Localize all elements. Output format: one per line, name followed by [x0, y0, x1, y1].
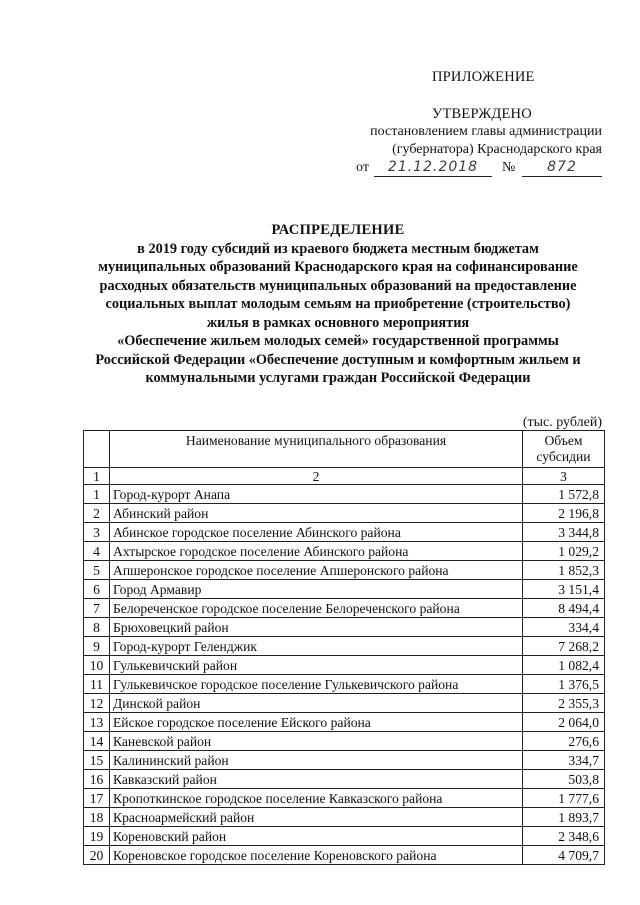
table-row — [84, 580, 605, 599]
table-row — [84, 561, 605, 580]
municipality-name-cell: Белореченское городское поселение Белореченского района — [110, 599, 523, 618]
title-main: РАСПРЕДЕЛЕНИЕ — [271, 222, 405, 238]
approved-by-line-2: (губернатора) Краснодарского края — [392, 142, 602, 157]
municipality-name-cell: Калининский район — [110, 751, 523, 770]
column-index-cell: 2 — [110, 468, 523, 485]
table-row — [84, 713, 605, 732]
municipality-name-cell: Красноармейский район — [110, 808, 523, 827]
municipality-name-cell: Кореновское городское поселение Кореновского района — [110, 846, 523, 865]
municipality-name-cell: Ейское городское поселение Ейского района — [110, 713, 523, 732]
subsidy-amount-cell: 1 376,5 — [523, 675, 605, 694]
row-number-cell: 15 — [84, 751, 110, 770]
subsidy-amount-cell: 276,6 — [523, 732, 605, 751]
title-line: коммунальными услугами граждан Российской Федерации — [145, 370, 531, 386]
row-number-cell: 1 — [84, 485, 110, 504]
num-header-cell — [84, 431, 110, 468]
column-index-cell: 3 — [523, 468, 605, 485]
title-line: муниципальных образований Краснодарского края на софинансирование — [98, 259, 578, 275]
handwritten-number: 872 — [522, 159, 602, 177]
row-number-cell: 5 — [84, 561, 110, 580]
row-number-cell: 2 — [84, 504, 110, 523]
handwritten-date: 21.12.2018 — [374, 159, 492, 177]
municipality-name-cell: Абинское городское поселение Абинского района — [110, 523, 523, 542]
table-row — [84, 846, 605, 865]
value-header-line-2: субсидии — [536, 449, 591, 464]
subsidy-amount-cell: 1 852,3 — [523, 561, 605, 580]
row-number-cell: 18 — [84, 808, 110, 827]
municipality-name-cell: Ахтырское городское поселение Абинского района — [110, 542, 523, 561]
subsidy-amount-cell: 2 348,6 — [523, 827, 605, 846]
subsidy-amount-cell: 3 344,8 — [523, 523, 605, 542]
subsidy-amount-cell: 1 572,8 — [523, 485, 605, 504]
row-number-cell: 6 — [84, 580, 110, 599]
table-row — [84, 732, 605, 751]
subsidy-amount-cell: 503,8 — [523, 770, 605, 789]
row-number-cell: 12 — [84, 694, 110, 713]
title-line: в 2019 году субсидий из краевого бюджета местным бюджетам — [137, 240, 539, 257]
table-row — [84, 599, 605, 618]
table-row — [84, 770, 605, 789]
table-row — [84, 808, 605, 827]
subsidy-amount-cell: 334,4 — [523, 618, 605, 637]
municipality-name-cell: Город-курорт Анапа — [110, 485, 523, 504]
municipality-name-cell: Абинский район — [110, 504, 523, 523]
table-row — [84, 675, 605, 694]
row-number-cell: 13 — [84, 713, 110, 732]
decree-date-number — [356, 160, 602, 180]
subsidy-amount-cell: 1 029,2 — [523, 542, 605, 561]
table-body — [84, 485, 605, 865]
subsidy-amount-cell: 8 494,4 — [523, 599, 605, 618]
table-row — [84, 542, 605, 561]
row-number-cell: 19 — [84, 827, 110, 846]
title-line: «Обеспечение жильем молодых семей» государственной программы — [117, 333, 559, 349]
table-row — [84, 789, 605, 808]
number-prefix: № — [502, 160, 516, 175]
row-number-cell: 3 — [84, 523, 110, 542]
table-row — [84, 751, 605, 770]
row-number-cell: 9 — [84, 637, 110, 656]
approved-by-line-1: постановлением главы администрации — [370, 124, 602, 139]
row-number-cell: 17 — [84, 789, 110, 808]
municipality-name-cell: Брюховецкий район — [110, 618, 523, 637]
row-number-cell: 11 — [84, 675, 110, 694]
subsidy-amount-cell: 1 777,6 — [523, 789, 605, 808]
document-title — [70, 221, 606, 388]
row-number-cell: 14 — [84, 732, 110, 751]
row-number-cell: 16 — [84, 770, 110, 789]
subsidy-amount-cell: 7 268,2 — [523, 637, 605, 656]
row-number-cell: 7 — [84, 599, 110, 618]
subsidy-amount-cell: 1 893,7 — [523, 808, 605, 827]
column-index-cell: 1 — [84, 468, 110, 485]
municipality-name-cell: Гулькевичское городское поселение Гулькевичского района — [110, 675, 523, 694]
subsidy-amount-cell: 334,7 — [523, 751, 605, 770]
municipality-name-cell: Апшеронское городское поселение Апшеронского района — [110, 561, 523, 580]
municipality-name-cell: Кореновский район — [110, 827, 523, 846]
units-label: (тыс. рублей) — [522, 415, 602, 430]
table-row — [84, 485, 605, 504]
municipality-name-cell: Кропоткинское городское поселение Кавказского района — [110, 789, 523, 808]
title-line: жилья в рамках основного мероприятия — [206, 314, 470, 331]
municipality-name-cell: Кавказский район — [110, 770, 523, 789]
municipality-name-cell: Гулькевичский район — [110, 656, 523, 675]
municipality-name-cell: Каневской район — [110, 732, 523, 751]
appendix-label: ПРИЛОЖЕНИЕ — [432, 69, 535, 85]
row-number-cell: 8 — [84, 618, 110, 637]
row-number-cell: 10 — [84, 656, 110, 675]
municipality-name-cell: Динской район — [110, 694, 523, 713]
column-index-row — [84, 468, 605, 485]
subsidy-amount-cell: 1 082,4 — [523, 656, 605, 675]
table-row — [84, 523, 605, 542]
subsidy-amount-cell: 3 151,4 — [523, 580, 605, 599]
subsidy-amount-cell: 2 355,3 — [523, 694, 605, 713]
table-row — [84, 618, 605, 637]
subsidy-amount-cell: 2 196,8 — [523, 504, 605, 523]
value-header-cell — [523, 431, 605, 468]
row-number-cell: 20 — [84, 846, 110, 865]
title-line: расходных обязательств муниципальных образований на предоставление — [99, 277, 577, 294]
table-row — [84, 827, 605, 846]
row-number-cell: 4 — [84, 542, 110, 561]
municipality-name-cell: Город Армавир — [110, 580, 523, 599]
table-row — [84, 694, 605, 713]
table-row — [84, 637, 605, 656]
name-header-cell: Наименование муниципального образования — [110, 431, 523, 468]
title-line: социальных выплат молодым семьям на приобретение (строительство) — [105, 296, 571, 312]
table-row — [84, 656, 605, 675]
date-prefix: от — [356, 160, 369, 175]
table-row — [84, 504, 605, 523]
municipality-name-cell: Город-курорт Геленджик — [110, 637, 523, 656]
title-line: Российской Федерации «Обеспечение доступным и комфортным жильем и — [95, 351, 581, 368]
subsidy-amount-cell: 2 064,0 — [523, 713, 605, 732]
approved-label: УТВЕРЖДЕНО — [432, 106, 532, 122]
value-header-line-1: Объем — [544, 433, 583, 448]
subsidy-amount-cell: 4 709,7 — [523, 846, 605, 865]
subsidy-table — [83, 430, 605, 865]
table-header-row — [84, 431, 605, 468]
